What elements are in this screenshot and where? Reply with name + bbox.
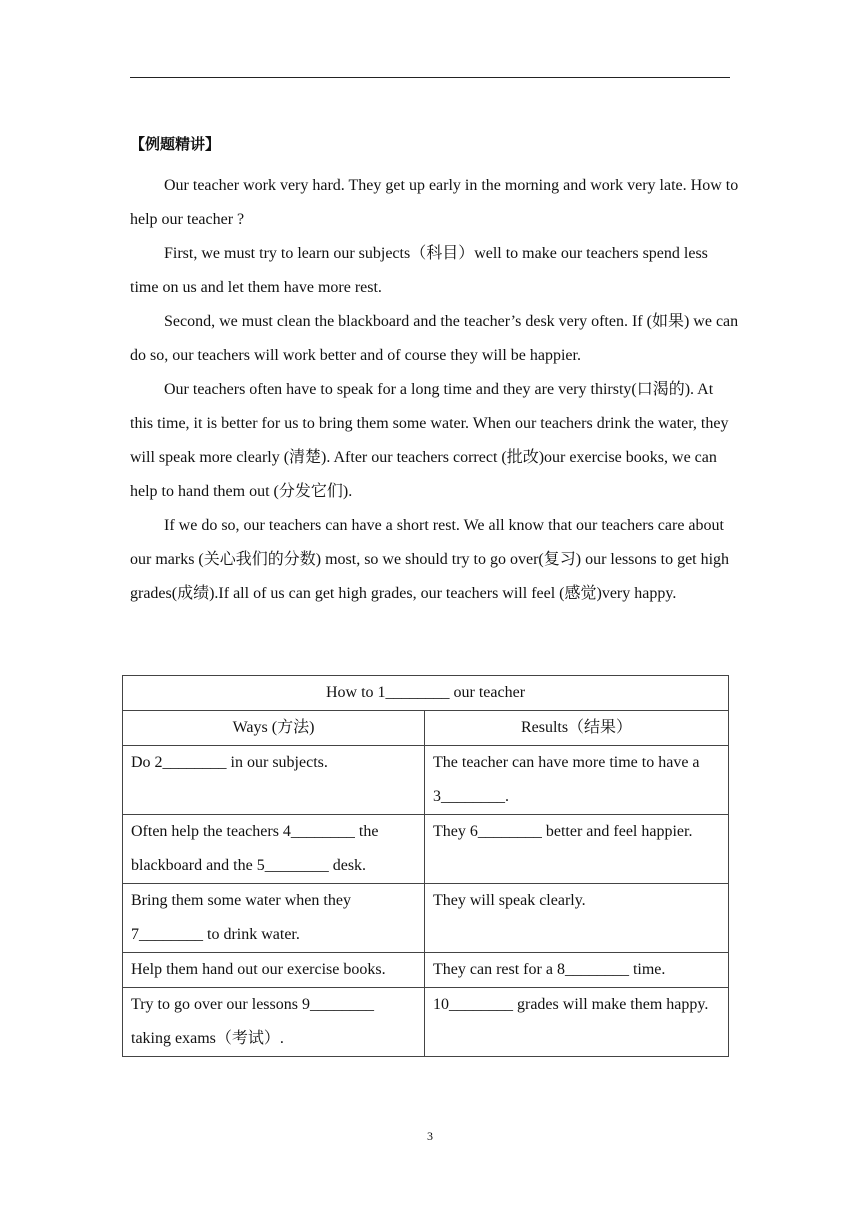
section-heading: 【例题精讲】 <box>130 135 221 153</box>
ways-header: Ways (方法) <box>123 711 425 746</box>
table-row <box>123 746 729 815</box>
table-row <box>123 988 729 1057</box>
result-cell: They 6________ better and feel happier. <box>425 815 729 884</box>
table-title-row <box>123 676 729 711</box>
result-cell: 10________ grades will make them happy. <box>425 988 729 1057</box>
result-cell: They will speak clearly. <box>425 884 729 953</box>
page-number: 3 <box>427 1129 433 1143</box>
passage-paragraph: Our teachers often have to speak for a long time and they are very thirsty(口渴的). At this time, it is better for us to bring them some water. When our teachers drink the water, they will speak more clearly (清楚). After our teachers correct (批改)our exercise books, we can help to hand them out (分发它们). <box>130 381 729 500</box>
table-row <box>123 953 729 988</box>
way-cell: Try to go over our lessons 9________ taking exams（考试）. <box>123 988 425 1057</box>
way-cell: Do 2________ in our subjects. <box>123 746 425 815</box>
table-row <box>123 884 729 953</box>
way-cell: Help them hand out our exercise books. <box>123 953 425 988</box>
passage-paragraph: If we do so, our teachers can have a short rest. We all know that our teachers care about our marks (关心我们的分数) most, so we should try to go over(复习) our lessons to get high grades(成绩).If all of us can get high grades, our teachers will feel (感觉)very happy. <box>130 517 730 602</box>
fill-in-table <box>122 675 729 1057</box>
result-cell: The teacher can have more time to have a 3________. <box>425 746 729 815</box>
header-rule <box>130 77 730 78</box>
passage-paragraph: First, we must try to learn our subjects（科目）well to make our teachers spend less time on us and let them have more rest. <box>130 245 708 296</box>
table-header-row <box>123 711 729 746</box>
passage-paragraph: Second, we must clean the blackboard and the teacher’s desk very often. If (如果) we can do so, our teachers will work better and of course they will be happier. <box>130 313 739 364</box>
results-header: Results（结果） <box>425 711 729 746</box>
table-row <box>123 815 729 884</box>
passage-paragraph: Our teacher work very hard. They get up early in the morning and work very late. How to help our teacher ? <box>130 177 739 228</box>
reading-passage <box>130 169 740 611</box>
table-title: How to 1________ our teacher <box>123 676 729 711</box>
way-cell: Often help the teachers 4________ the blackboard and the 5________ desk. <box>123 815 425 884</box>
result-cell: They can rest for a 8________ time. <box>425 953 729 988</box>
way-cell: Bring them some water when they 7________ to drink water. <box>123 884 425 953</box>
